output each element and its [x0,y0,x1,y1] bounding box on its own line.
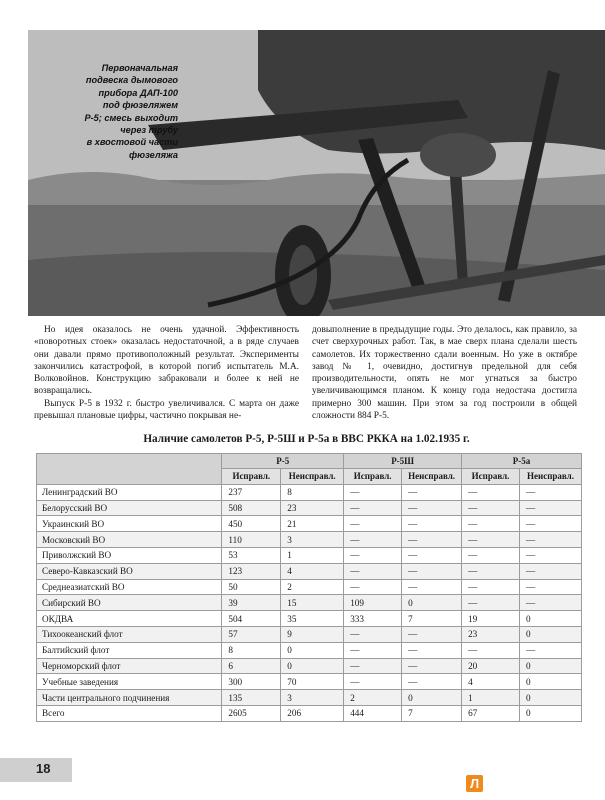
table-cell: — [402,516,462,532]
table-cell: 0 [520,705,582,721]
paragraph: Выпуск Р-5 в 1932 г. быстро увеличивался. С марта он даже превышал плановые цифры, частично покрывая не- [34,398,299,422]
caption-line: подвеска дымового [85,75,178,86]
table-cell: 4 [462,674,520,690]
table-cell: — [344,658,402,674]
table-cell: — [520,642,582,658]
table-corner [37,454,222,485]
table-cell: 2 [281,579,344,595]
table-cell: 444 [344,705,402,721]
row-label: Среднеазиатский ВО [37,579,222,595]
caption-line: в хвостовой части [86,137,178,148]
caption-line: прибора ДАП-100 [98,87,178,98]
table-cell: 6 [222,658,281,674]
table-cell: 0 [520,611,582,627]
table-row [37,500,582,516]
table-cell: — [520,500,582,516]
table-cell: — [344,547,402,563]
subheader: Исправл. [462,469,520,485]
table-cell: — [344,626,402,642]
paragraph: довыполнение в предыдущие годы. Это делалось, как правило, за счет сверхурочных работ. Так, в мае сверх плана сделали шесть самолетов. Их торжественно сдали военным. Но уже в октябре завод № 1, очевидно, достигнув предельной для себя производительности, опять не мог угнаться за быстро увеличивающимся планом. К концу года недостача достигла примерно 300 машин. При этом за год построили в общей сложности 884 Р-5. [312,325,577,422]
table-cell: 57 [222,626,281,642]
table-cell: — [402,579,462,595]
table-row [37,690,582,706]
table-cell: — [520,532,582,548]
table-cell: — [462,484,520,500]
table-cell: — [344,500,402,516]
table-cell: 8 [281,484,344,500]
row-label: Ленинградский ВО [37,484,222,500]
table-cell: 21 [281,516,344,532]
table-cell: — [462,563,520,579]
row-label: ОКДВА [37,611,222,627]
table-cell: 35 [281,611,344,627]
table-cell: 0 [520,674,582,690]
caption-line: под фюзеляжем [102,100,178,111]
table-cell: 70 [281,674,344,690]
table-cell: 50 [222,579,281,595]
table-cell: 1 [462,690,520,706]
table-cell: 0 [520,626,582,642]
caption-line: через трубу [120,125,178,136]
row-label: Учебные заведения [37,674,222,690]
row-label: Всего [37,705,222,721]
table-cell: — [344,532,402,548]
table-body [37,484,582,721]
row-label: Части центрального подчинения [37,690,222,706]
table-cell: — [462,595,520,611]
table-row [37,658,582,674]
table-cell: 23 [281,500,344,516]
subheader: Исправл. [344,469,402,485]
table-cell: 135 [222,690,281,706]
table-cell: — [344,516,402,532]
table-cell: 0 [402,690,462,706]
table-cell: 9 [281,626,344,642]
subheader: Исправл. [222,469,281,485]
table-cell: — [462,547,520,563]
caption-line: фюзеляжа [129,149,178,160]
table-cell: 0 [520,690,582,706]
table-cell: 7 [402,611,462,627]
table-cell: — [344,674,402,690]
table-row [37,674,582,690]
table-cell: 0 [281,642,344,658]
table-cell: — [344,484,402,500]
group-header-r5sh: Р-5Ш [344,454,462,469]
paragraph: Но идея оказалось не очень удачной. Эффективность «поворотных стоек» оказалась недостаточной, а в ряде случаев они давали прямо противоположный результат. Эксперименты закончились катастрофой, в которой погиб испытатель М.А. Волковойнов. Конструкцию забраковали и более к ней не возвращались. [34,325,299,397]
table-cell: 4 [281,563,344,579]
row-label: Московский ВО [37,532,222,548]
table-cell: — [344,642,402,658]
table-cell: 508 [222,500,281,516]
row-label: Балтийский флот [37,642,222,658]
table-cell: — [344,563,402,579]
subheader: Неисправл. [281,469,344,485]
table-row [37,579,582,595]
table-row [37,595,582,611]
table-cell: — [520,563,582,579]
table-cell: — [402,563,462,579]
row-label: Сибирский ВО [37,595,222,611]
table-cell: — [462,579,520,595]
table-cell: — [402,642,462,658]
row-label: Тихоокеанский флот [37,626,222,642]
photo-caption [56,62,178,161]
table-cell: 19 [462,611,520,627]
table-cell: 39 [222,595,281,611]
table-cell: 3 [281,690,344,706]
table-row [37,642,582,658]
table-cell: 8 [222,642,281,658]
table-cell: — [520,579,582,595]
table-cell: — [402,532,462,548]
table-cell: 20 [462,658,520,674]
table-cell: 0 [520,658,582,674]
row-label: Черноморский флот [37,658,222,674]
table-cell: — [520,547,582,563]
table-row [37,532,582,548]
table-cell: 110 [222,532,281,548]
text-column-left [34,324,299,422]
table-row [37,516,582,532]
group-header-r5a: Р-5а [462,454,582,469]
table-cell: 450 [222,516,281,532]
row-label: Украинский ВО [37,516,222,532]
table-cell: 23 [462,626,520,642]
table-cell: 7 [402,705,462,721]
table-row [37,563,582,579]
table-cell: 67 [462,705,520,721]
table-cell: 2605 [222,705,281,721]
table-cell: — [520,595,582,611]
table-cell: — [402,547,462,563]
table-cell: 0 [281,658,344,674]
table-cell: 504 [222,611,281,627]
table-cell: — [462,516,520,532]
table-row [37,626,582,642]
table-cell: 3 [281,532,344,548]
table-cell: — [402,626,462,642]
caption-line: Первоначальная [101,63,178,73]
table-row [37,484,582,500]
table-cell: 206 [281,705,344,721]
table-cell: — [520,516,582,532]
table-cell: — [344,579,402,595]
subheader: Неисправл. [520,469,582,485]
row-label: Северо-Кавказский ВО [37,563,222,579]
text-column-right [312,324,577,422]
row-label: Белорусский ВО [37,500,222,516]
table-cell: 53 [222,547,281,563]
table-cell: 1 [281,547,344,563]
aircraft-photo [28,30,605,316]
table-cell: — [402,658,462,674]
table-cell: 300 [222,674,281,690]
table-cell: 237 [222,484,281,500]
table-cell: — [402,674,462,690]
table-cell: — [402,500,462,516]
subheader: Неисправл. [402,469,462,485]
table-cell: — [520,484,582,500]
table-row [37,547,582,563]
table-row [37,611,582,627]
caption-line: Р-5; смесь выходит [84,112,178,123]
table-cell: 15 [281,595,344,611]
table-title: Наличие самолетов Р-5, Р-5Ш и Р-5а в ВВС РККА на 1.02.1935 г. [143,433,470,445]
table-cell: — [462,500,520,516]
table-row [37,705,582,721]
publisher-logo-icon: Л [466,775,483,792]
table-cell: — [402,484,462,500]
table-cell: 2 [344,690,402,706]
table-cell: — [462,532,520,548]
table-cell: 0 [402,595,462,611]
aircraft-table [36,453,582,722]
page-number: 18 [36,761,51,776]
table-cell: 109 [344,595,402,611]
row-label: Приволжский ВО [37,547,222,563]
table-cell: 123 [222,563,281,579]
table-cell: — [462,642,520,658]
table-cell: 333 [344,611,402,627]
group-header-r5: Р-5 [222,454,344,469]
